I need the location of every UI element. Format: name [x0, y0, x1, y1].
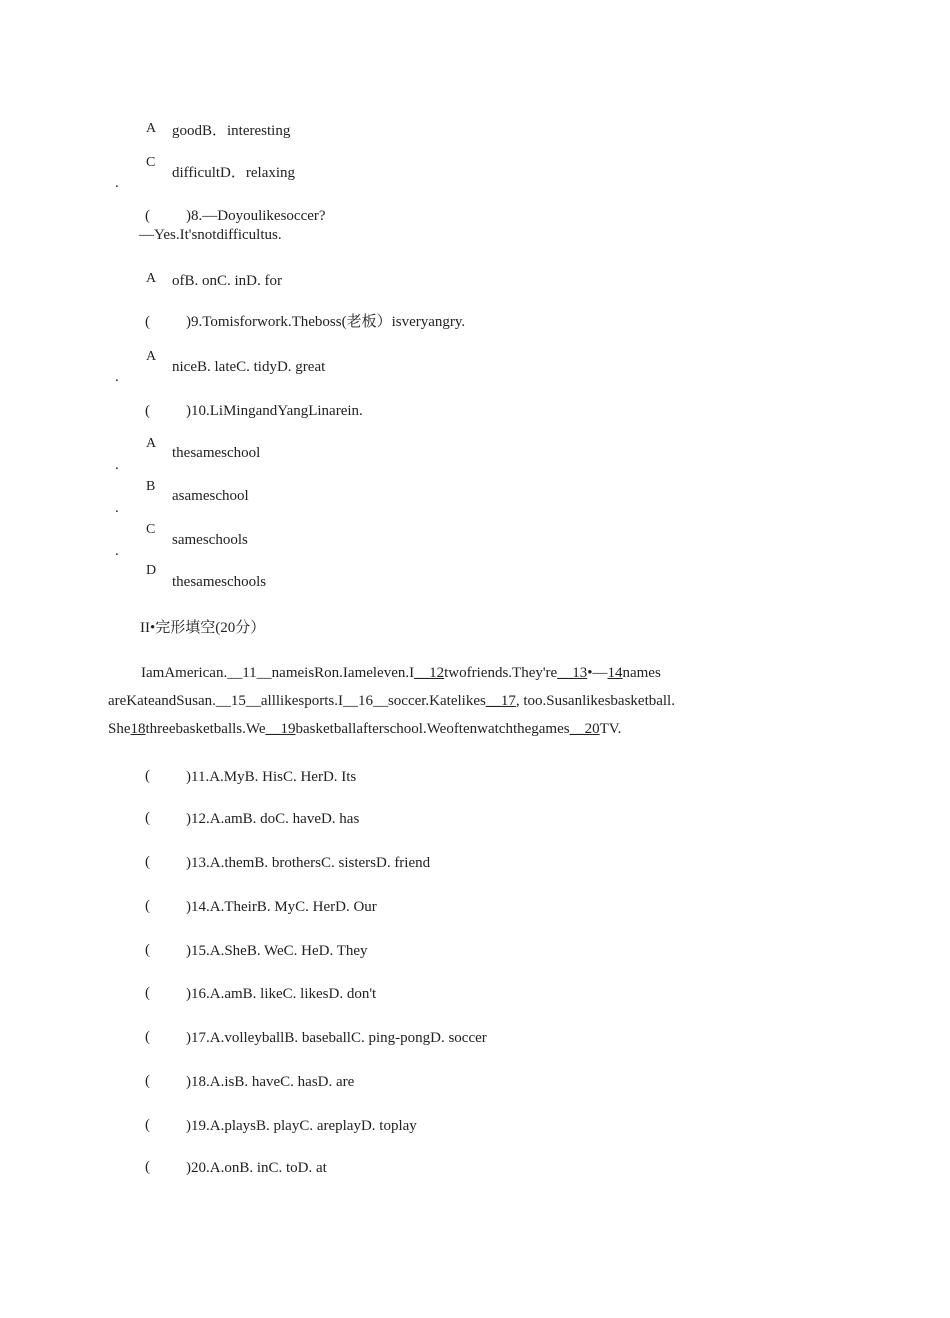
- bullet-dot: .: [115, 175, 119, 191]
- passage-text: nameisRon.Iameleven.I: [271, 665, 415, 681]
- cloze-question: )12.A.amB. doC. haveD. has: [186, 811, 360, 827]
- passage-text: areKateandSusan.: [108, 693, 216, 709]
- option-text: thesameschools: [172, 574, 267, 590]
- option-text: sameschools: [172, 532, 248, 548]
- answer-paren: (: [145, 942, 150, 958]
- bullet-dot: .: [115, 369, 119, 385]
- answer-paren: (: [145, 208, 150, 224]
- passage-text: •—: [587, 665, 608, 681]
- passage-text: __15__: [215, 693, 261, 709]
- blank-14: 14: [607, 665, 623, 681]
- cloze-question: )18.A.isB. haveC. hasD. are: [186, 1074, 355, 1090]
- section-title: II•完形填空(20分）: [140, 620, 266, 636]
- passage-text: __11__: [227, 665, 272, 681]
- cloze-question: )15.A.SheB. WeC. HeD. They: [186, 943, 368, 959]
- option-text: asameschool: [172, 488, 249, 504]
- passage-text: , too.Susanlikesbasketball.: [515, 693, 675, 709]
- answer-paren: (: [145, 314, 150, 330]
- answer-paren: (: [145, 898, 150, 914]
- option-text: ofB. onC. inD. for: [172, 273, 282, 289]
- blank-19: __19: [265, 721, 296, 737]
- passage-text: twofriends.They're: [444, 665, 558, 681]
- option-letter: B: [146, 479, 156, 494]
- answer-paren: (: [145, 1073, 150, 1089]
- cloze-question: )13.A.themB. brothersC. sistersD. friend: [186, 855, 431, 871]
- blank-17: __17: [485, 693, 516, 709]
- answer-paren: (: [145, 810, 150, 826]
- cloze-question: )20.A.onB. inC. toD. at: [186, 1160, 327, 1176]
- option-text: niceB. lateC. tidyD. great: [172, 359, 326, 375]
- answer-paren: (: [145, 1029, 150, 1045]
- answer-paren: (: [145, 985, 150, 1001]
- passage-text: names: [622, 665, 661, 681]
- cloze-question: )14.A.TheirB. MyC. HerD. Our: [186, 899, 377, 915]
- option-letter: A: [146, 271, 157, 286]
- passage-text: alllikesports.I: [260, 693, 343, 709]
- answer-paren: (: [145, 1159, 150, 1175]
- passage-text: __16__: [342, 693, 388, 709]
- blank-20: __20: [569, 721, 600, 737]
- cloze-question: )17.A.volleyballB. baseballC. ping-pongD. soccer: [186, 1030, 487, 1046]
- cloze-passage: [108, 659, 808, 743]
- option-text: thesameschool: [172, 445, 261, 461]
- answer-paren: (: [145, 403, 150, 419]
- bullet-dot: .: [115, 500, 119, 516]
- cloze-question: )19.A.playsB. playC. areplayD. toplay: [186, 1118, 417, 1134]
- question-stem: )8.—Doyoulikesoccer?: [186, 208, 326, 224]
- option-letter: A: [146, 436, 157, 451]
- option-letter: A: [146, 349, 157, 364]
- bullet-dot: .: [115, 457, 119, 473]
- answer-paren: (: [145, 854, 150, 870]
- passage-text: TV.: [599, 721, 622, 737]
- cloze-question: )11.A.MyB. HisC. HerD. Its: [186, 769, 357, 785]
- option-letter: A: [146, 121, 157, 136]
- answer-paren: (: [145, 1117, 150, 1133]
- option-letter: C: [146, 155, 156, 170]
- blank-12: __12: [414, 665, 445, 681]
- question-reply: —Yes.It'snotdifficultus.: [139, 227, 282, 243]
- cloze-question: )16.A.amB. likeC. likesD. don't: [186, 986, 377, 1002]
- passage-line: [108, 715, 808, 743]
- option-letter: D: [146, 563, 157, 578]
- option-text: goodB．interesting: [172, 123, 291, 139]
- passage-text: IamAmerican.: [141, 665, 228, 681]
- blank-18: 18: [130, 721, 146, 737]
- answer-paren: (: [145, 768, 150, 784]
- bullet-dot: .: [115, 543, 119, 559]
- passage-line: [108, 687, 808, 715]
- passage-text: threebasketballs.We: [145, 721, 266, 737]
- blank-13: __13: [557, 665, 588, 681]
- option-text: difficultD．relaxing: [172, 165, 296, 181]
- option-letter: C: [146, 522, 156, 537]
- passage-line: [108, 659, 808, 687]
- passage-text: soccer.Katelikes: [387, 693, 486, 709]
- question-stem: )10.LiMingandYangLinarein.: [186, 403, 363, 419]
- passage-text: basketballafterschool.Weoftenwatchthegames: [295, 721, 570, 737]
- passage-text: She: [108, 721, 131, 737]
- question-stem: )9.Tomisforwork.Theboss(老板）isveryangry.: [186, 314, 466, 330]
